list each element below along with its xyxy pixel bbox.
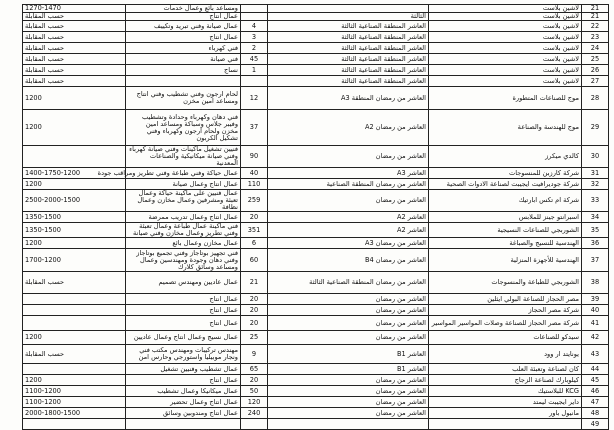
company-cell: لاشين بلاست [429, 13, 582, 21]
row-number: 47 [582, 397, 609, 408]
table-row [23, 272, 609, 294]
table-row [23, 179, 609, 190]
salary-cell: 1270-1470 [23, 5, 126, 13]
count-cell: 351 [241, 223, 268, 238]
location-cell: العاشر المنطقة الصناعية الثالثة [268, 32, 429, 43]
company-cell [429, 419, 582, 430]
table-row [23, 43, 609, 54]
table-row [23, 212, 609, 223]
salary-cell: 1200 [23, 238, 126, 249]
count-cell: 40 [241, 168, 268, 179]
count-cell: 20 [241, 212, 268, 223]
row-number: 35 [582, 223, 609, 238]
company-cell: لاشين بلاست [429, 76, 582, 87]
table-row [23, 386, 609, 397]
count-cell: 3 [241, 32, 268, 43]
location-cell: العاشر من رمضان A3 [268, 238, 429, 249]
location-cell: العاشر من رمضان [268, 386, 429, 397]
company-cell: شركة ام تكس ابارتيك [429, 190, 582, 212]
jobs-cell: عمال فنيين على ماكينة حياكة وعمال تعبئة ومشرفين وعمال مخازن وعمال نظافة [126, 190, 241, 212]
salary-cell: 2000-1800-1500 [23, 408, 126, 419]
count-cell [241, 13, 268, 21]
location-cell: العاشر B1 [268, 364, 429, 375]
company-cell: الهندسية للأجهزة المنزلية [429, 249, 582, 272]
jobs-cell: عمال انتاج وعمال تدريب ممرضة [126, 212, 241, 223]
count-cell: 6 [241, 238, 268, 249]
row-number: 30 [582, 146, 609, 168]
location-cell: العاشر B1 [268, 345, 429, 364]
count-cell: 37 [241, 110, 268, 146]
row-number: 33 [582, 190, 609, 212]
count-cell: 50 [241, 386, 268, 397]
location-cell [268, 5, 429, 13]
row-number: 23 [582, 32, 609, 43]
count-cell: 9 [241, 345, 268, 364]
company-cell: شركة مصر الحجاز [429, 305, 582, 316]
count-cell: 110 [241, 179, 268, 190]
table-row [23, 110, 609, 146]
jobs-cell: عمال مخازن وعمال بائع [126, 238, 241, 249]
salary-cell: 1200 [23, 87, 126, 110]
count-cell: 259 [241, 190, 268, 212]
jobs-cell: فني تجهيز بوتاجاز وفني تجميع بوتاجاز وفني دهان وجودة ومهندسين وعمال ومساعد وسائق كلارك [126, 249, 241, 272]
salary-cell [23, 419, 126, 430]
row-number: 21 [582, 13, 609, 21]
table-row [23, 65, 609, 76]
jobs-cell: عمال انتاج [126, 316, 241, 331]
company-cell: مانيول باور [429, 408, 582, 419]
table-row [23, 364, 609, 375]
jobs-cell: فني كهرباء [126, 43, 241, 54]
jobs-table-body [23, 5, 609, 430]
count-cell [241, 76, 268, 87]
table-row [23, 5, 609, 13]
table-row [23, 146, 609, 168]
row-number: 37 [582, 249, 609, 272]
company-cell: لاشين بلاست [429, 5, 582, 13]
jobs-cell: عمال صيانة وفني تبريد وتكييف [126, 21, 241, 32]
location-cell: العاشر A2 [268, 223, 429, 238]
row-number: 49 [582, 419, 609, 430]
company-cell: موج للهندسة والصناعة [429, 110, 582, 146]
table-row [23, 397, 609, 408]
location-cell: العاشر المنطقة الصناعية الثالثة [268, 54, 429, 65]
jobs-cell: فني صيانة [126, 54, 241, 65]
company-cell: سيدكو للصناعات [429, 331, 582, 345]
row-number: 28 [582, 87, 609, 110]
jobs-cell: عمال تشطيب وفنيين تشغيل [126, 364, 241, 375]
table-row [23, 249, 609, 272]
location-cell: العاشر المنطقة الصناعية الثالثة [268, 21, 429, 32]
salary-cell: 1200 [23, 375, 126, 386]
location-cell: العاشر من رمضان [268, 190, 429, 212]
table-row [23, 190, 609, 212]
table-row [23, 223, 609, 238]
row-number: 48 [582, 408, 609, 419]
location-cell: العاشر المنطقة الصناعية الثالثة [268, 65, 429, 76]
row-number: 21 [582, 5, 609, 13]
salary-cell: حسب المقابلة [23, 76, 126, 87]
table-row [23, 54, 609, 65]
company-cell: الشوربجي للطباعة والمنسوجات [429, 272, 582, 294]
location-cell: العاشر من رمضان A2 [268, 110, 429, 146]
table-row [23, 76, 609, 87]
count-cell: 20 [241, 294, 268, 305]
count-cell [241, 419, 268, 430]
company-cell: لاشين بلاست [429, 43, 582, 54]
salary-cell [23, 364, 126, 375]
salary-cell: 2500-2000-1500 [23, 190, 126, 212]
location-cell: العاشر من رمضان [268, 397, 429, 408]
count-cell: 2 [241, 43, 268, 54]
company-cell: كيلوبارك لصناعة الزجاج [429, 375, 582, 386]
row-number: 36 [582, 238, 609, 249]
location-cell: العاشر من رمضان [268, 316, 429, 331]
table-row [23, 13, 609, 21]
jobs-cell: لحام ارجون وفني تشطيب وفني انتاج ومساعد امين مخزن [126, 87, 241, 110]
location-cell: العاشر من رمضان المنطقة الصناعية [268, 179, 429, 190]
table-row [23, 305, 609, 316]
row-number: 42 [582, 331, 609, 345]
company-cell: كان لصناعة وتعبئة العلب [429, 364, 582, 375]
salary-cell [23, 305, 126, 316]
count-cell: 20 [241, 305, 268, 316]
jobs-table [22, 4, 609, 430]
count-cell: 12 [241, 87, 268, 110]
row-number: 43 [582, 345, 609, 364]
jobs-cell [126, 76, 241, 87]
salary-cell [23, 146, 126, 168]
jobs-cell [126, 419, 241, 430]
table-row [23, 345, 609, 364]
jobs-cell: عمال انتاج وعمال تحضير [126, 397, 241, 408]
salary-cell: حسب المقابلة [23, 345, 126, 364]
location-cell: العاشر من رمضان [268, 375, 429, 386]
jobs-cell: نساج [126, 65, 241, 76]
jobs-cell: فني دهان وكهرباء وحدادة وتشطيب وفيبر جلاس وسباكة ومساعد امين مخزن ولحام ارجون وكهرباء وفني تشكيل الكربون [126, 110, 241, 146]
location-cell: العاشر من رمضان [268, 146, 429, 168]
salary-cell: 1100-1200 [23, 397, 126, 408]
salary-cell: حسب المقابلة [23, 43, 126, 54]
table-row [23, 316, 609, 331]
company-cell: شركة مصر الحجاز للصناعة وصلات المواسير المواسير [429, 316, 582, 331]
company-cell: اسبرانتو جينز للملابس [429, 212, 582, 223]
salary-cell: حسب المقابلة [23, 272, 126, 294]
row-number: 46 [582, 386, 609, 397]
row-number: 38 [582, 272, 609, 294]
location-cell: العاشر من رمضان المنطقة A3 [268, 87, 429, 110]
row-number: 40 [582, 305, 609, 316]
company-cell: لاشين بلاست [429, 65, 582, 76]
salary-cell: 1200 [23, 179, 126, 190]
row-number: 26 [582, 65, 609, 76]
location-cell: العاشر من رمضان [268, 305, 429, 316]
table-row [23, 238, 609, 249]
company-cell: KCG للبلاستيك [429, 386, 582, 397]
count-cell: 20 [241, 316, 268, 331]
salary-cell: حسب المقابلة [23, 32, 126, 43]
row-number: 25 [582, 54, 609, 65]
count-cell: 1 [241, 65, 268, 76]
company-cell: لاشين بلاست [429, 21, 582, 32]
count-cell: 21 [241, 272, 268, 294]
salary-cell: 1200 [23, 110, 126, 146]
salary-cell [23, 294, 126, 305]
salary-cell: 1350-1500 [23, 223, 126, 238]
company-cell: موج للصناعات المتطورة [429, 87, 582, 110]
count-cell: 120 [241, 397, 268, 408]
location-cell: العاشر من رمضان المنطقة الصناعية الثالثة [268, 272, 429, 294]
jobs-cell: عمال انتاج [126, 32, 241, 43]
jobs-cell: مهندس تركيبات ومهندس مكتب فني ونجار موبيليا واستورجي وحارس امن [126, 345, 241, 364]
jobs-cell: عمال انتاج ومندوبين وسائق [126, 408, 241, 419]
row-number: 44 [582, 364, 609, 375]
jobs-cell: عمال انتاج [126, 375, 241, 386]
jobs-cell: عمال انتاج وعمال صيانة [126, 179, 241, 190]
table-row [23, 168, 609, 179]
row-number: 31 [582, 168, 609, 179]
company-cell: كالدي ميكرز [429, 146, 582, 168]
jobs-cell: فنيين تشغيل ماكينات وفني صيانة كهرباء وفني صيانة ميكانيكية والصناعات المعدنية [126, 146, 241, 168]
table-row [23, 331, 609, 345]
row-number: 27 [582, 76, 609, 87]
count-cell: 20 [241, 375, 268, 386]
table-row [23, 294, 609, 305]
table-row [23, 408, 609, 419]
jobs-cell: عمال انتاج [126, 13, 241, 21]
salary-cell: حسب المقابلة [23, 21, 126, 32]
company-cell: داير ايجيبت ليمتد [429, 397, 582, 408]
count-cell: 90 [241, 146, 268, 168]
row-number: 34 [582, 212, 609, 223]
row-number: 22 [582, 21, 609, 32]
jobs-cell: عمال ميكانيكا وعمال تشطيب [126, 386, 241, 397]
table-row [23, 21, 609, 32]
row-number: 32 [582, 179, 609, 190]
company-cell: شركة كارزبن للمنسوجات [429, 168, 582, 179]
table-row [23, 32, 609, 43]
count-cell: 4 [241, 21, 268, 32]
salary-cell: 1700-1200 [23, 249, 126, 272]
row-number: 41 [582, 316, 609, 331]
location-cell: العاشر A2 [268, 212, 429, 223]
salary-cell [23, 316, 126, 331]
location-cell [268, 419, 429, 430]
table-row [23, 87, 609, 110]
jobs-cell: عمال حياكة وفني طباعة وفني تطريز ومراقب جودة [126, 168, 241, 179]
row-number: 45 [582, 375, 609, 386]
location-cell: العاشر من رمضان [268, 408, 429, 419]
location-cell: العاشر من رمضان [268, 331, 429, 345]
count-cell: 240 [241, 408, 268, 419]
count-cell: 45 [241, 54, 268, 65]
location-cell: العاشر من رمضان [268, 294, 429, 305]
jobs-cell: فني ماكينة عمال طباعة وعمال تعبئة وفني تطريز وعمال مخازن وفني صيانة [126, 223, 241, 238]
location-cell: الثالثة [268, 13, 429, 21]
salary-cell: 1200 [23, 331, 126, 345]
count-cell: 25 [241, 331, 268, 345]
location-cell: العاشر المنطقة الصناعية الثالثة [268, 43, 429, 54]
salary-cell: 1100-1200 [23, 386, 126, 397]
row-number: 39 [582, 294, 609, 305]
company-cell: الشوربجي للصناعات النسيجية [429, 223, 582, 238]
location-cell: العاشر المنطقة الصناعية الثالثة [268, 76, 429, 87]
table-row [23, 375, 609, 386]
company-cell: لاشين بلاست [429, 32, 582, 43]
row-number: 29 [582, 110, 609, 146]
row-number: 24 [582, 43, 609, 54]
location-cell: العاشر A3 [268, 168, 429, 179]
salary-cell: حسب المقابلة [23, 65, 126, 76]
table-row [23, 419, 609, 430]
salary-cell: 1400-1750-1200 [23, 168, 126, 179]
company-cell: لاشين بلاست [429, 54, 582, 65]
salary-cell: 1350-1500 [23, 212, 126, 223]
company-cell: شركة جوديرافيت ايجيبت لصناعة الادوات الصحية [429, 179, 582, 190]
company-cell: الهندسية للنسيج والصباغة [429, 238, 582, 249]
company-cell: يونايتد ار وود [429, 345, 582, 364]
jobs-cell: عمال عاديين ومهندس تصميم [126, 272, 241, 294]
jobs-cell: عمال نسيج وعمال انتاج وعمال عاديين [126, 331, 241, 345]
company-cell: مصر الحجاز للصناعة البولي ايثلين [429, 294, 582, 305]
jobs-cell: ومساعد بائع وعمال خدمات [126, 5, 241, 13]
salary-cell: حسب المقابلة [23, 54, 126, 65]
location-cell: العاشر من رمضان B4 [268, 249, 429, 272]
jobs-cell: عمال انتاج [126, 294, 241, 305]
salary-cell: حسب المقابلة [23, 13, 126, 21]
count-cell: 65 [241, 364, 268, 375]
jobs-cell: عمال انتاج [126, 305, 241, 316]
count-cell [241, 5, 268, 13]
count-cell: 60 [241, 249, 268, 272]
